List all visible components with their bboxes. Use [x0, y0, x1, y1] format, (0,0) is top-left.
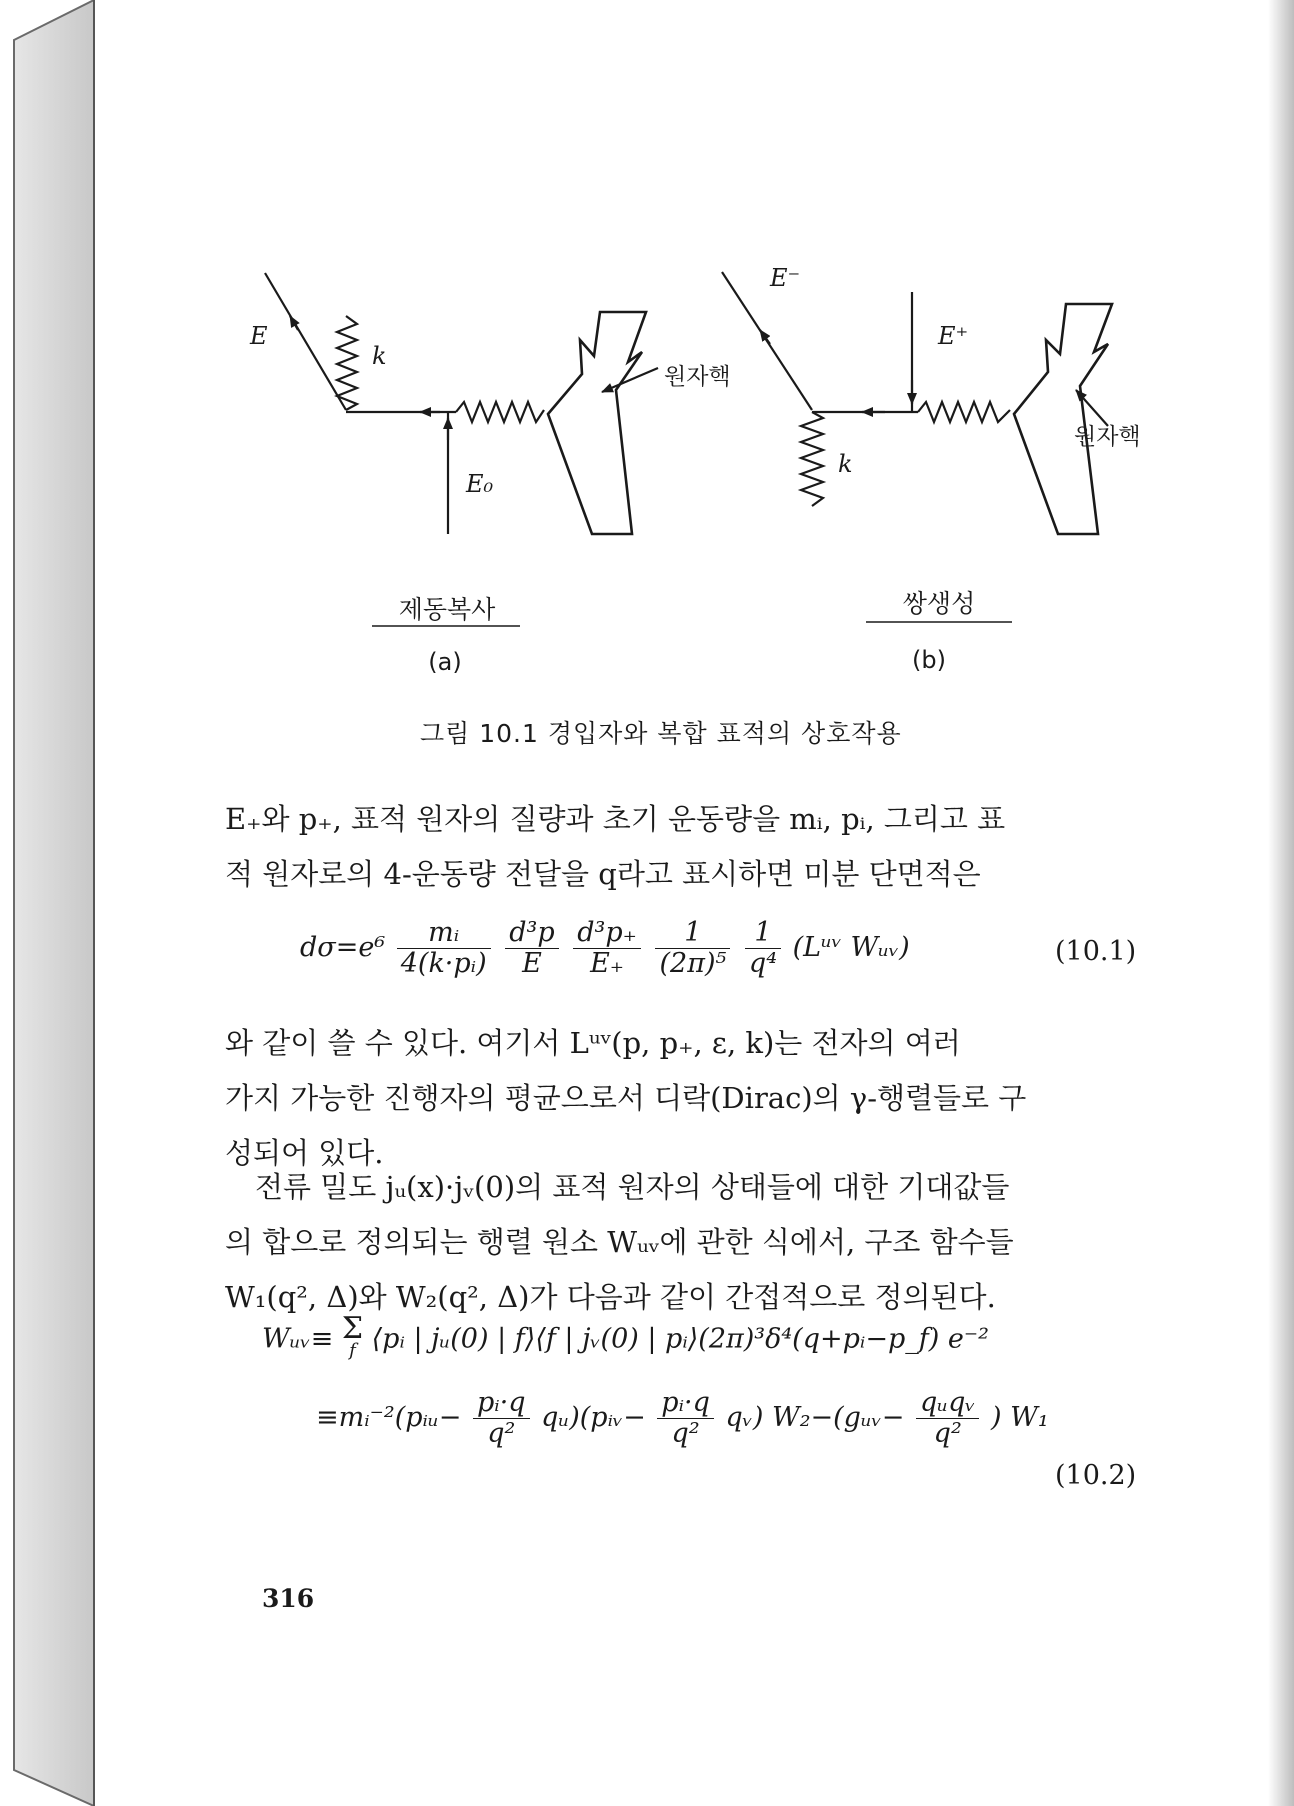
- equation-10-2-line-1: [262, 1311, 989, 1362]
- eq1-frac-1: $\frac{\text{mᵢ}}{\text{4(k·pᵢ)}}$: [397, 918, 491, 979]
- paragraph-1: [225, 792, 1140, 902]
- p1-line-2: 적 원자로의 4-운동량 전달을 q라고 표시하면 미분 단면적은: [225, 857, 981, 891]
- p2-line-1: 와 같이 쓸 수 있다. 여기서 Lᵘᵛ(p, p₊, ε, k)는 전자의 여러: [225, 1026, 961, 1060]
- paragraph-2: [225, 1016, 1140, 1181]
- virtual-photon-wave-b: [918, 402, 1010, 422]
- letter-b: (b): [912, 646, 946, 674]
- p3-line-3: W₁(q², Δ)와 W₂(q², Δ)가 다음과 같이 간접적으로 정의된다.: [225, 1280, 996, 1314]
- eq2-frac-1: $\frac{\text{pᵢ·q}}{\text{q²}}$: [473, 1388, 530, 1449]
- equation-10-1: [300, 918, 910, 979]
- eq1-frac-3: $\frac{\text{d³p₊}}{E_+}$: [573, 918, 641, 979]
- label-nucleus-b: 원자핵: [1074, 424, 1141, 450]
- caption-a: 제동복사: [398, 595, 496, 624]
- p2-line-3: 성되어 있다.: [225, 1136, 384, 1170]
- label-k-b: k: [838, 450, 853, 478]
- photon-wave-a: [337, 316, 357, 410]
- p2-line-2: 가지 가능한 진행자의 평균으로서 디락(Dirac)의 γ-행렬들로 구: [225, 1081, 1027, 1115]
- eq2-line1-rhs: ⟨pᵢ | jᵤ(0) | f⟩⟨f | jᵥ(0) | pᵢ⟩(2π)³δ⁴(q+pᵢ−p_f) e⁻²: [371, 1323, 989, 1355]
- label-E-plus-b: E⁺: [938, 322, 969, 350]
- eq1-frac-4: $\frac{1}{\text{(2π)⁵}}$: [655, 918, 730, 979]
- eq2-frac-3: $\frac{\text{qᵤqᵥ}}{\text{q²}}$: [916, 1388, 979, 1449]
- equation-number-10-1: (10.1): [1055, 936, 1137, 967]
- p3-line-2: 의 합으로 정의되는 행렬 원소 Wᵤᵥ에 관한 식에서, 구조 함수들: [225, 1225, 1014, 1259]
- paragraph-3: [225, 1160, 1140, 1325]
- label-E0-a: E₀: [466, 470, 494, 498]
- eq2-line2-a: ≡mᵢ⁻²(pᵢᵤ−: [316, 1402, 462, 1433]
- page-number: 316: [262, 1584, 315, 1613]
- label-E-a: E: [250, 322, 268, 350]
- eq2-lhs: Wᵤᵥ≡: [262, 1323, 334, 1355]
- figure-diagram: [0, 0, 1294, 700]
- label-E-minus-b: E⁻: [770, 264, 801, 292]
- electron-out-line-a: [265, 273, 346, 410]
- eq1-frac-2: $\frac{\text{d³p}}{E}$: [505, 918, 558, 979]
- figure-title: 그림 10.1 경입자와 복합 표적의 상호작용: [420, 719, 902, 748]
- eq2-line2-c: qᵥ) W₂−(gᵤᵥ−: [725, 1402, 905, 1433]
- p1-line-1: E₊와 p₊, 표적 원자의 질량과 초기 운동량을 mᵢ, pᵢ, 그리고 표: [225, 802, 1006, 836]
- eq2-frac-2: $\frac{\text{pᵢ·q}}{\text{q²}}$: [657, 1388, 714, 1449]
- eq2-line2-d: ) W₁: [991, 1402, 1049, 1433]
- eq2-line2-b: qᵤ)(pᵢᵥ−: [541, 1402, 646, 1433]
- eq1-tail: (Lᵘᵛ Wᵤᵥ): [792, 932, 910, 963]
- eq1-frac-5: $\frac{1}{\text{q⁴}}$: [745, 918, 781, 979]
- eq1-lhs: dσ=e⁶: [300, 932, 386, 963]
- label-k-a: k: [372, 342, 387, 370]
- label-nucleus-a: 원자핵: [664, 364, 731, 390]
- nucleus-arrow-a: [548, 312, 646, 534]
- p3-line-1: 전류 밀도 jᵤ(x)·jᵥ(0)의 표적 원자의 상태들에 대한 기대값들: [255, 1170, 1010, 1204]
- virtual-photon-wave-a: [456, 402, 544, 422]
- eq2-sum: Σ f: [341, 1311, 364, 1361]
- photon-wave-b: [801, 412, 823, 506]
- equation-10-2-line-2: [316, 1388, 1049, 1449]
- caption-b: 쌍생성: [902, 589, 976, 618]
- equation-number-10-2: (10.2): [1055, 1460, 1137, 1491]
- letter-a: (a): [428, 648, 462, 676]
